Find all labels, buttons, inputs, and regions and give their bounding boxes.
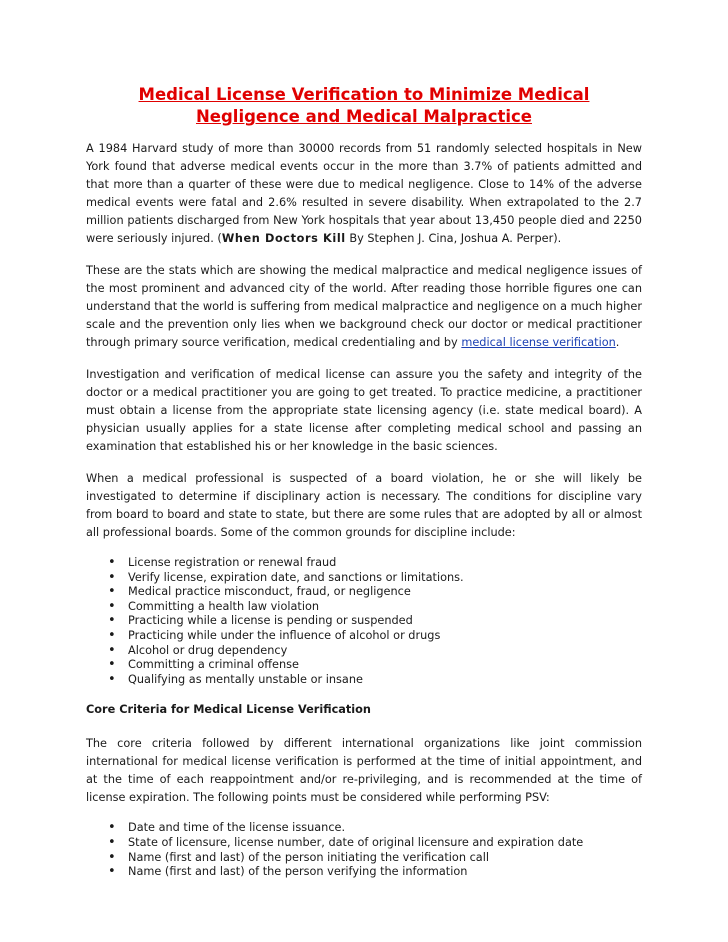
paragraph-stats-text: These are the stats which are showing the medical malpractice and medical negligence issues of the most prominent and advanced city of the world. After reading those horrible figures one can understand that the world is suffering from medical malpractice and negligence on a much higher scale and the prevention only lies when we background check our doctor or medical practitioner through primary source verification, medical credentialing and by — [86, 264, 643, 349]
paragraph-harvard-study — [86, 140, 642, 248]
paragraph-board-violation: When a medical professional is suspected of a board violation, he or she will likely be investigated to determine if disciplinary action is necessary. The conditions for discipline vary from board to board and state to state, but there are some rules that are adopted by all or almost all professional boards. Some of the common grounds for discipline include: — [86, 472, 642, 539]
paragraph-stats-tail: . — [615, 336, 620, 349]
list-item: • Committing a health law violation — [128, 600, 642, 615]
list-item: • Date and time of the license issuance. — [128, 821, 642, 836]
section-heading: Core Criteria for Medical License Verification — [86, 703, 371, 717]
list-item: • Practicing while a license is pending or suspended — [128, 614, 642, 629]
paragraph-investigation: Investigation and verification of medical license can assure you the safety and integrity of the doctor or a medical practitioner you are going to get treated. To practice medicine, a practitioner must obtain a license from the appropriate state licensing agency (i.e. state medical board). A physician usually applies for a state license after completing medical school and passing an examination that established his or her knowledge in the basic sciences. — [86, 368, 642, 453]
medical-license-verification-link[interactable]: medical license verification — [461, 336, 616, 349]
list-item: • Practicing while under the influence of alcohol or drugs — [128, 629, 642, 644]
title-line-2: Negligence and Medical Malpractice — [195, 107, 532, 126]
list-item: • Verify license, expiration date, and sanctions or limitations. — [128, 571, 642, 586]
title-line-1: Medical License Verification to Minimize Medical — [138, 85, 590, 104]
paragraph-stats — [86, 262, 642, 352]
page-title — [86, 84, 642, 128]
paragraph-harvard-study-text: A 1984 Harvard study of more than 30000 records from 51 randomly selected hospitals in New York found that adverse medical events occur in the more than 3.7% of patients admitted and that more than a quarter of these were due to medical negligence. Close to 14% of the adverse medical events were fatal and 2.6% resulted in severe disability. When extrapolated to the 2.7 million patients discharged from New York hospitals that year about 13,450 people died and 2250 were seriously injured. ( — [86, 142, 642, 245]
book-title: When Doctors Kill — [221, 232, 346, 245]
list-item: • State of licensure, license number, date of original licensure and expiration date — [128, 836, 642, 851]
list-item: • Committing a criminal offense — [128, 658, 642, 673]
list-item: • Name (first and last) of the person initiating the verification call — [128, 851, 642, 866]
paragraph-harvard-study-tail: By Stephen J. Cina, Joshua A. Perper). — [345, 232, 562, 245]
grounds-list — [86, 556, 642, 687]
list-item: • Medical practice misconduct, fraud, or negligence — [128, 585, 642, 600]
list-item: • Alcohol or drug dependency — [128, 644, 642, 659]
list-item: • Qualifying as mentally unstable or insane — [128, 673, 642, 688]
psv-points-list — [86, 821, 642, 879]
paragraph-core-criteria: The core criteria followed by different international organizations like joint commission international for medical license verification is performed at the time of initial appointment, and at the time of each reappointment and/or re-privileging, and is recommended at the time of license expiration. The following points must be considered while performing PSV: — [86, 737, 642, 805]
list-item: • Name (first and last) of the person verifying the information — [128, 865, 642, 880]
list-item: • License registration or renewal fraud — [128, 556, 642, 571]
